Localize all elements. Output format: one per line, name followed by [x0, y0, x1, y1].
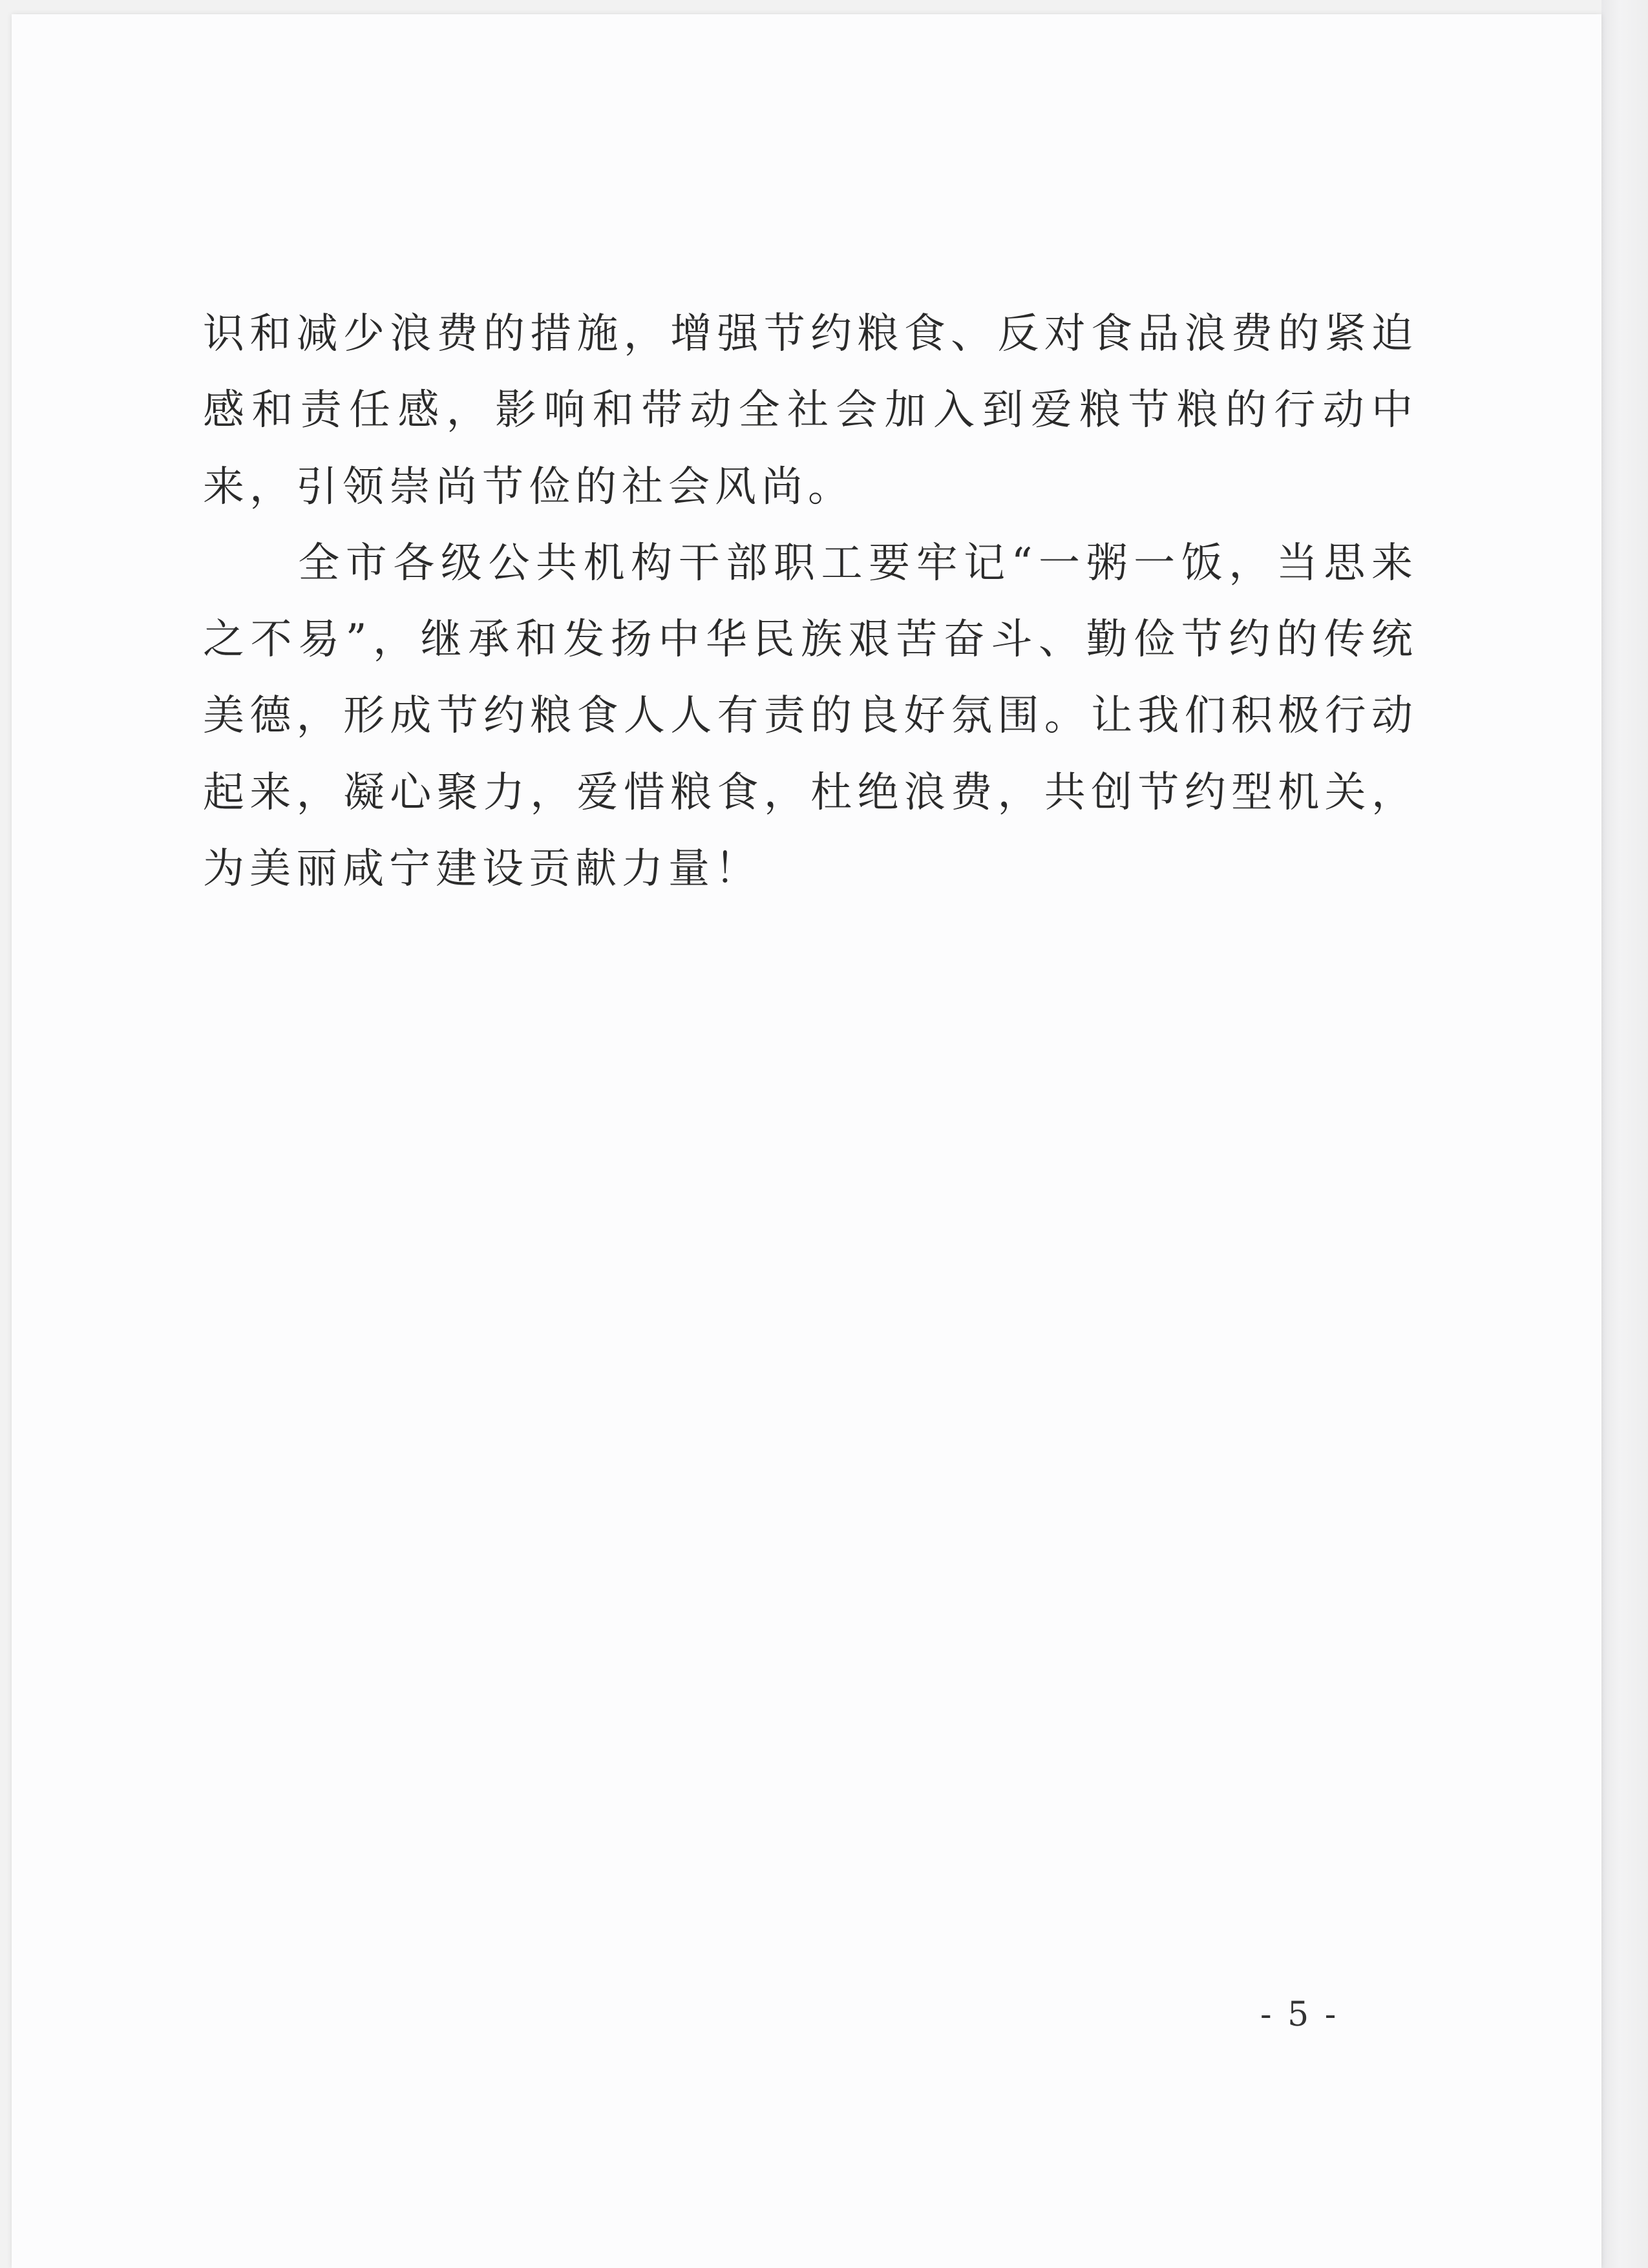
page-number: - 5 - — [1260, 1995, 1339, 2034]
paragraph-appeal: 全市各级公共机构干部职工要牢记“一粥一饭，当思来之不易”，继承和发扬中华民族艰苦奋斗、勤俭节约的传统美德，形成节约粮食人人有责的良好氛围。让我们积极行动起来，凝心聚力，爱惜粮食，杜绝浪费，共创节约型机关，为美丽咸宁建设贡献力量！ — [203, 539, 1418, 894]
document-body — [203, 296, 1418, 907]
scan-edge-shadow — [1601, 0, 1648, 2268]
paragraph-continuation: 识和减少浪费的措施，增强节约粮食、反对食品浪费的紧迫感和责任感，影响和带动全社会加入到爱粮节粮的行动中来，引领崇尚节俭的社会风尚。 — [203, 310, 1418, 511]
